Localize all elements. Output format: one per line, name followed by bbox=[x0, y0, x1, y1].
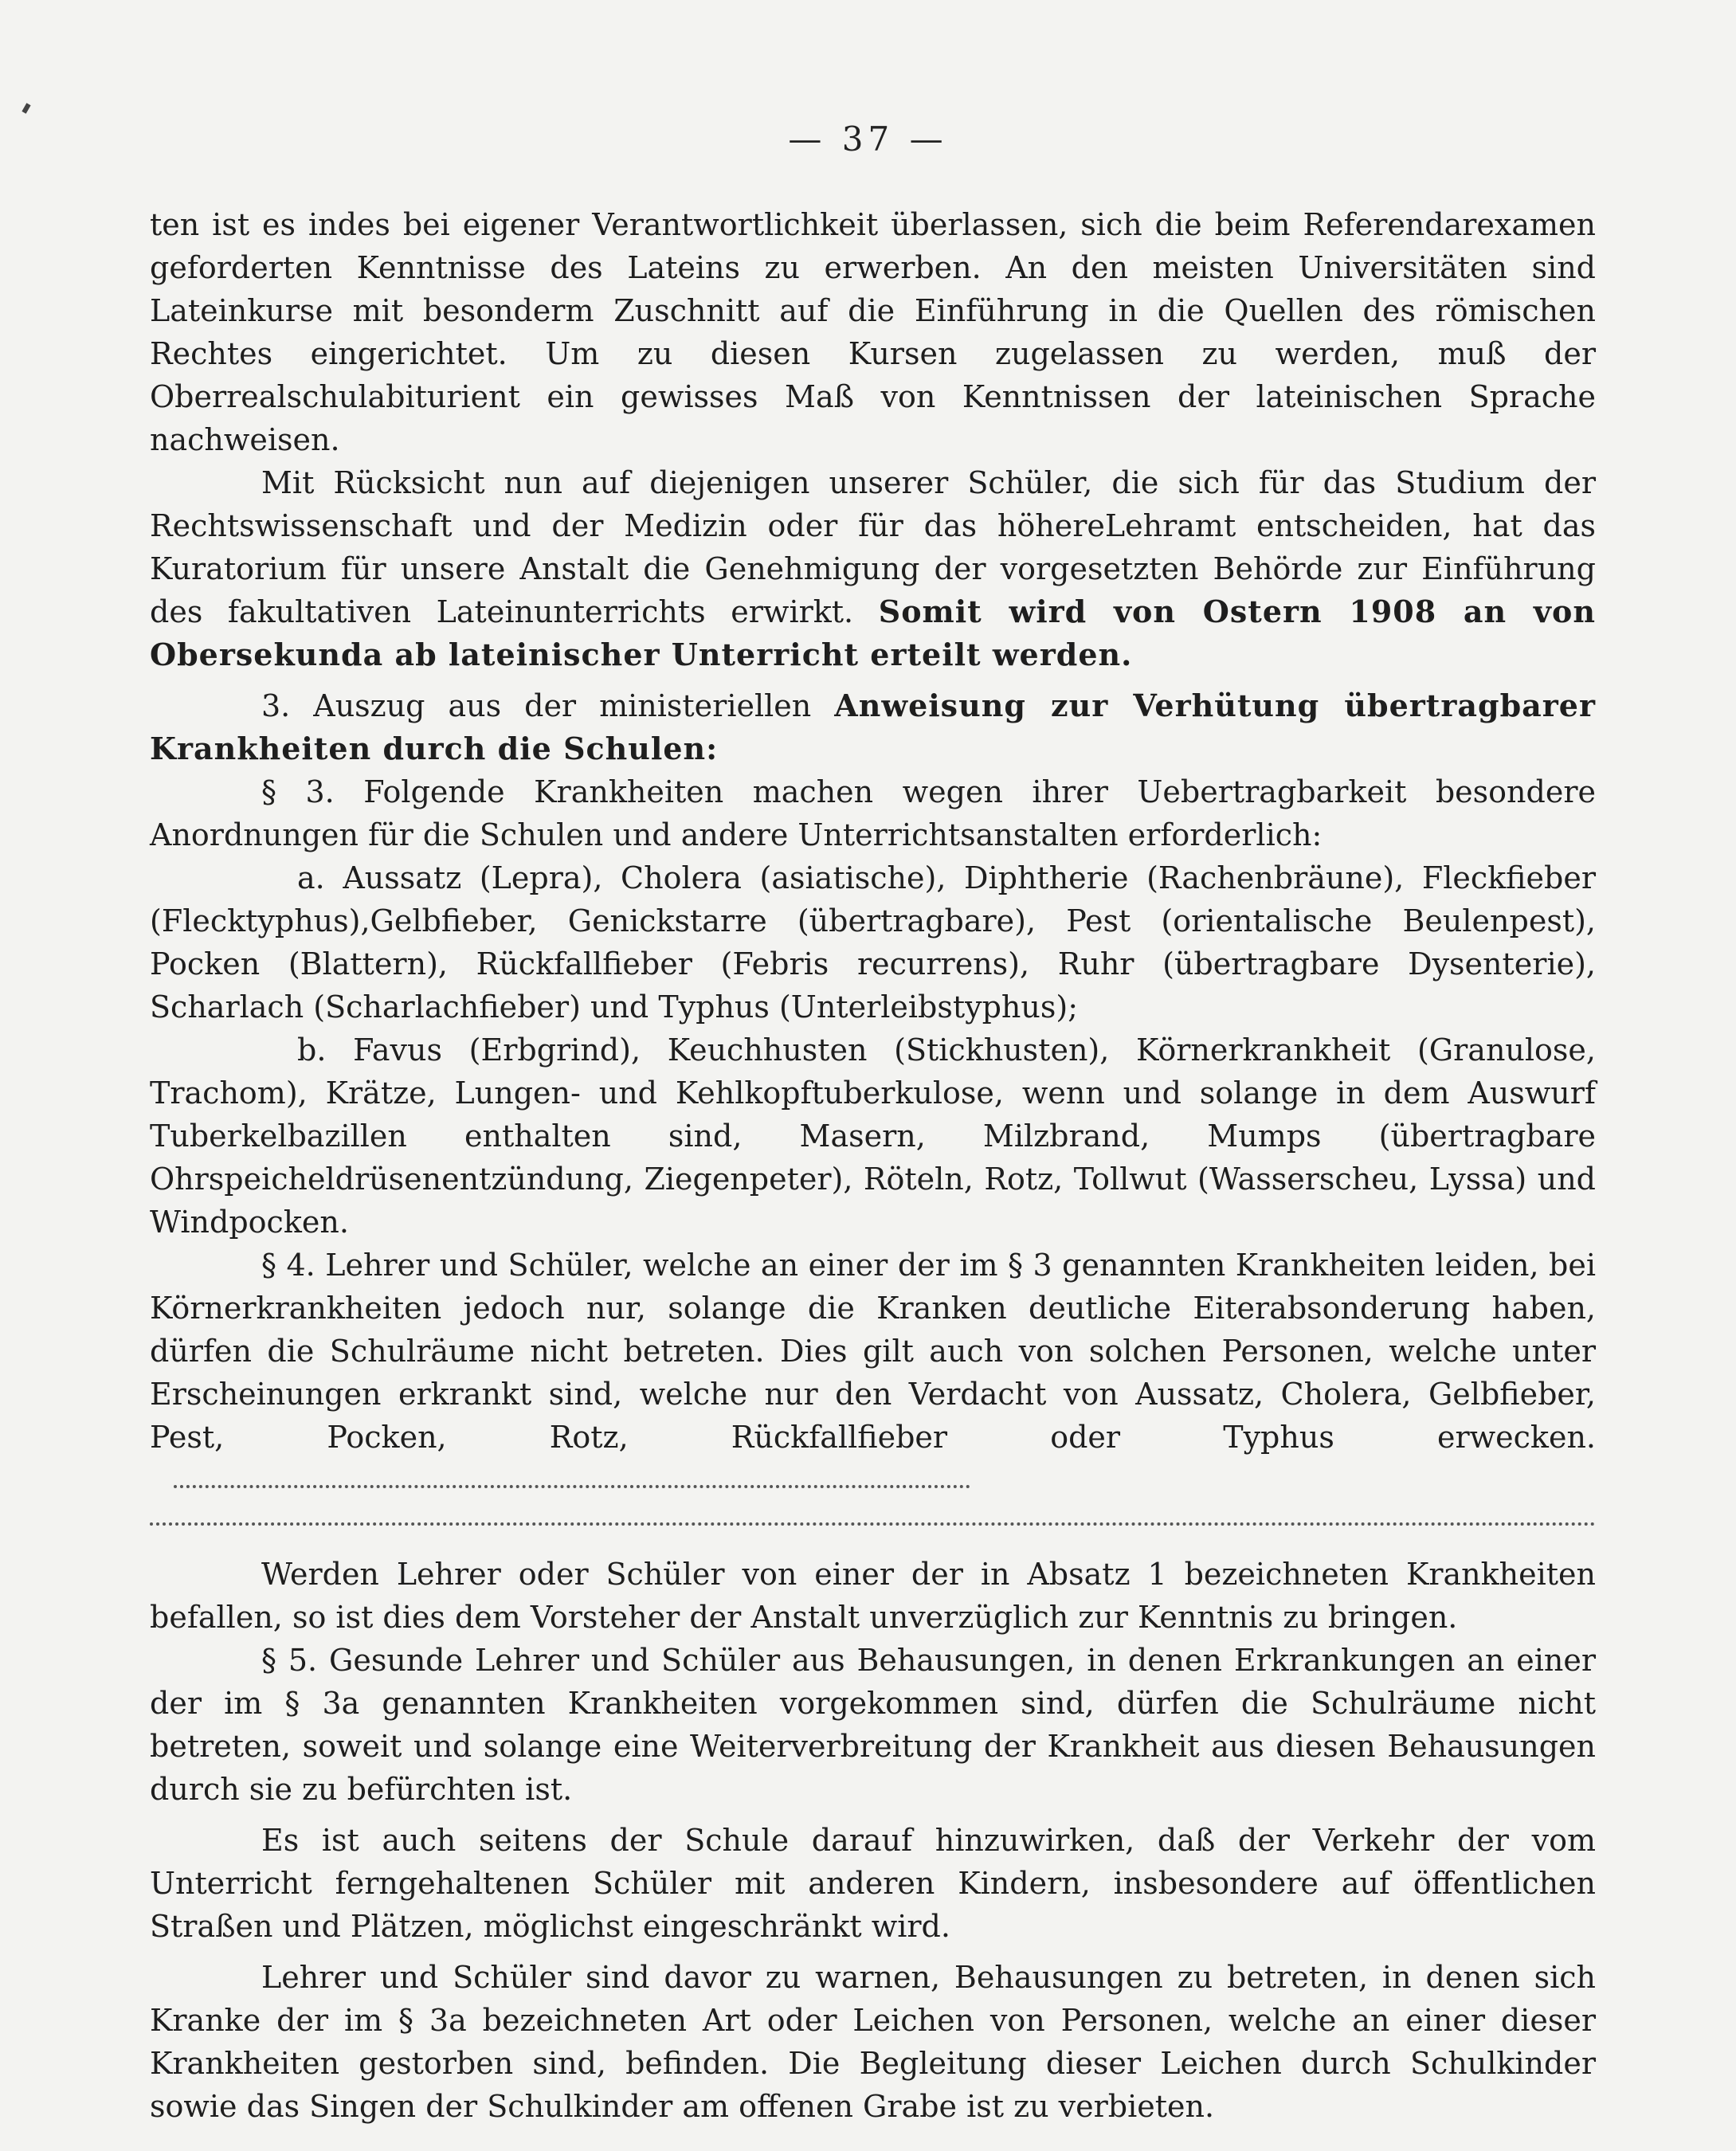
paragraph-latin-course-bold: Somit wird von Ostern 1908 an von Obersekunda ab lateinischer Unterricht erteilt werden. bbox=[150, 594, 1596, 672]
section-3-title: Anweisung zur Verhütung übertragbarer Krankheiten durch die Schulen: bbox=[150, 688, 1596, 766]
paragraph-list-a: a. Aussatz (Lepra), Cholera (asiatische), Diphtherie (Rachenbräune), Fleckfieber (Flecktyphus),Gelbfieber, Genickstarre (übertragbare), Pest (orientalische Beulenpest), Pocken (Blattern), Rückfallfieber (Febris recurrens), Ruhr (übertragbare Dysenterie), Scharlach (Scharlachfieber) und Typhus (Unterleibstyphus); bbox=[150, 860, 1596, 1025]
omission-dotted-line bbox=[150, 1502, 1596, 1545]
paragraph-par-4-text: § 4. Lehrer und Schüler, welche an einer der im § 3 genannten Krankheiten leiden, bei Körnerkrankheiten jedoch nur, solange die Kranken deutliche Eiterabsonderung haben, dürfen die Schulräume nicht betreten. Dies gilt auch von solchen Personen, welche unter Erscheinungen erkrankt sind, welche nur den Verdacht von Aussatz, Cholera, Gelbfieber, Pest, Pocken, Rotz, Rückfallfieber oder Typhus erwecken. bbox=[150, 1248, 1596, 1455]
paragraph-section-3-heading bbox=[150, 684, 1596, 770]
paragraph-latin-course bbox=[150, 461, 1596, 676]
paragraph-par-3: § 3. Folgende Krankheiten machen wegen ihrer Uebertragbarkeit besondere Anordnungen für die Schulen und andere Unterrichtsanstalten erforderlich: bbox=[150, 774, 1596, 852]
page-number: — 37 — bbox=[788, 120, 948, 159]
paragraph-latin-course-text: Mit Rücksicht nun auf diejenigen unserer Schüler, die sich für das Studium der Rechtswissenschaft und der Medizin oder für das höhereLehramt entscheiden, hat das Kuratorium für unsere Anstalt die Genehmigung der vorgesetzten Behörde zur Einführung des fakultativen Lateinunterrichts erwirkt. bbox=[150, 465, 1596, 629]
paragraph-warning: Lehrer und Schüler sind davor zu warnen, Behausungen zu betreten, in denen sich Kranke der im § 3a bezeichneten Art oder Leichen von Personen, welche an einer dieser Krankheiten gestorben sind, befinden. Die Begleitung dieser Leichen durch Schulkinder sowie das Singen der Schulkinder am offenen Grabe ist zu verbieten. bbox=[150, 1960, 1596, 2124]
paragraph-traffic: Es ist auch seitens der Schule darauf hinzuwirken, daß der Verkehr der vom Unterricht ferngehaltenen Schüler mit anderen Kindern, insbesondere auf öffentlichen Straßen und Plätzen, möglichst eingeschränkt wird. bbox=[150, 1823, 1596, 1944]
paragraph-par-5: § 5. Gesunde Lehrer und Schüler aus Behausungen, in denen Erkrankungen an einer der im § 3a genannten Krankheiten vorgekommen sind, dürfen die Schulräume nicht betreten, soweit und solange eine Weiterverbreitung der Krankheit aus diesen Behausungen durch sie zu befürchten ist. bbox=[150, 1643, 1596, 1807]
margin-mark bbox=[22, 103, 30, 113]
paragraph-list-b: b. Favus (Erbgrind), Keuchhusten (Stickhusten), Körnerkrankheit (Granulose, Trachom), Krätze, Lungen- und Kehlkopftuberkulose, wenn und solange in dem Auswurf Tuberkelbazillen enthalten sind, Masern, Milzbrand, Mumps (übertragbare Ohrspeicheldrüsenentzündung, Ziegenpeter), Röteln, Rotz, Tollwut (Wasserscheu, Lyssa) und Windpocken. bbox=[150, 1032, 1596, 1240]
body-text bbox=[150, 203, 1596, 2128]
ellipsis-dots bbox=[174, 1479, 970, 1488]
paragraph-latin-requirement: ten ist es indes bei eigener Verantwortlichkeit überlassen, sich die beim Referendarexamen geforderten Kenntnisse des Lateins zu erwerben. An den meisten Universitäten sind Lateinkurse mit besonderm Zuschnitt auf die Einführung in die Quellen des römischen Rechtes eingerichtet. Um zu diesen Kursen zugelassen zu werden, muß der Oberrealschulabiturient ein gewisses Maß von Kenntnissen der lateinischen Sprache nachweisen. bbox=[150, 207, 1596, 457]
section-3-intro: 3. Auszug aus der ministeriellen bbox=[261, 688, 812, 723]
paragraph-par-4 bbox=[150, 1244, 1596, 1502]
paragraph-notification: Werden Lehrer oder Schüler von einer der in Absatz 1 bezeichneten Krankheiten befallen, so ist dies dem Vorsteher der Anstalt unverzüglich zur Kenntnis zu bringen. bbox=[150, 1557, 1596, 1635]
